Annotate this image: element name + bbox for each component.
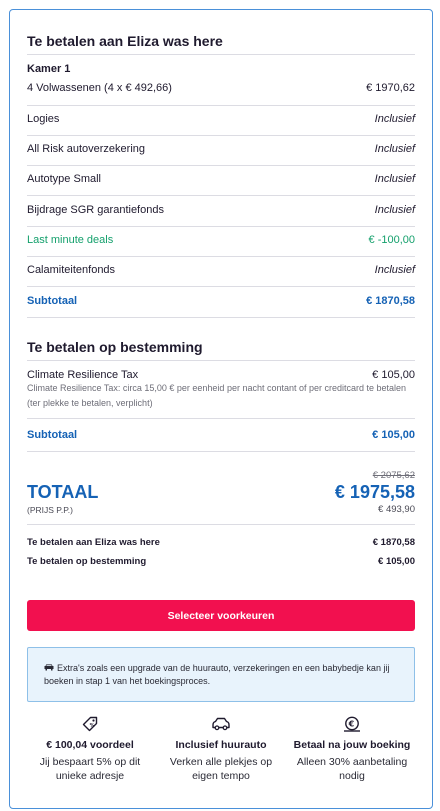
section-title-pay-destination: Te betalen op bestemming <box>27 339 203 355</box>
usp-item-car <box>158 715 284 783</box>
price-row-adults <box>27 79 415 97</box>
divider <box>27 135 415 136</box>
subtotal-row-destination <box>27 426 415 444</box>
divider <box>27 286 415 287</box>
summary-value: € 105,00 <box>378 555 415 567</box>
subtotal-value: € 1870,58 <box>366 295 415 307</box>
svg-text:%: % <box>89 723 95 729</box>
info-text: Extra's zoals een upgrade van de huurauto, verzekeringen en een babybedje kan jij boeken in stap 1 van het boekingsproces. <box>44 663 390 686</box>
per-person-value: € 493,90 <box>378 504 415 515</box>
usp-list <box>27 715 415 783</box>
usp-title: Inclusief huurauto <box>175 739 267 751</box>
summary-value: € 1870,58 <box>372 536 415 548</box>
divider <box>27 226 415 227</box>
row-label: All Risk autoverzekering <box>27 143 145 155</box>
car-icon <box>44 662 54 675</box>
summary-label: Te betalen op bestemming <box>27 555 147 567</box>
divider <box>27 317 415 318</box>
subtotal-label: Subtotaal <box>27 429 78 441</box>
usp-title: € 100,04 voordeel <box>46 739 134 751</box>
price-summary-card <box>9 9 433 809</box>
divider <box>27 105 415 106</box>
row-label: Calamiteitenfonds <box>27 264 116 276</box>
usp-item-payment <box>289 715 415 783</box>
section-title-pay-host: Te betalen aan Eliza was here <box>27 33 223 49</box>
divider <box>27 418 415 419</box>
usp-title: Betaal na jouw boeking <box>293 739 411 751</box>
row-label: 4 Volwassenen (4 x € 492,66) <box>27 82 172 94</box>
row-label: Logies <box>27 113 60 125</box>
price-row-insurance <box>27 140 415 158</box>
euro-coin-icon <box>289 715 415 733</box>
svg-text:€: € <box>348 719 355 729</box>
price-row-car-type <box>27 170 415 188</box>
usp-item-discount <box>27 715 153 783</box>
summary-row-host <box>27 533 415 551</box>
divider <box>27 195 415 196</box>
usp-text: Jij bespaart 5% op dit unieke adresje <box>39 756 141 782</box>
divider <box>27 360 415 361</box>
row-value: € 105,00 <box>372 369 415 381</box>
divider <box>27 256 415 257</box>
climate-tax-note: Climate Resilience Tax: circa 15,00 € per eenheid per nacht contant of per creditcard te betalen (ter plekke te betalen, verplicht) <box>27 383 407 408</box>
info-box <box>27 647 415 702</box>
total-value: € 1975,58 <box>334 482 415 502</box>
row-value: Inclusief <box>374 143 415 155</box>
price-row-calamity <box>27 261 415 279</box>
divider <box>27 54 415 55</box>
row-value: Inclusief <box>374 264 415 276</box>
subtotal-value: € 105,00 <box>372 429 415 441</box>
divider <box>27 524 415 525</box>
divider <box>27 451 415 452</box>
row-value: Inclusief <box>374 173 415 185</box>
subtotal-label: Subtotaal <box>27 295 78 307</box>
row-value: € -100,00 <box>368 234 415 246</box>
price-row-logies <box>27 110 415 128</box>
old-price: € 2075,62 <box>372 470 415 481</box>
per-person-label: (PRIJS P.P.) <box>27 505 73 515</box>
row-label: Autotype Small <box>27 173 101 185</box>
subtotal-row-host <box>27 292 415 310</box>
room-label: Kamer 1 <box>27 63 71 75</box>
price-row-sgr <box>27 201 415 219</box>
total-label: TOTAAL <box>27 482 99 502</box>
summary-row-destination <box>27 552 415 570</box>
row-value: € 1970,62 <box>366 82 415 94</box>
tag-icon <box>27 715 153 733</box>
summary-label: Te betalen aan Eliza was here <box>27 536 160 548</box>
row-label: Bijdrage SGR garantiefonds <box>27 204 164 216</box>
select-preferences-button[interactable]: Selecteer voorkeuren <box>27 600 415 631</box>
car-icon <box>158 715 284 733</box>
divider <box>27 165 415 166</box>
usp-text: Alleen 30% aanbetaling nodig <box>296 756 408 782</box>
row-label: Climate Resilience Tax <box>27 369 139 381</box>
row-label: Last minute deals <box>27 234 114 246</box>
row-value: Inclusief <box>374 113 415 125</box>
row-value: Inclusief <box>374 204 415 216</box>
usp-text: Verken alle plekjes op eigen tempo <box>169 756 273 782</box>
price-row-last-minute <box>27 231 415 249</box>
